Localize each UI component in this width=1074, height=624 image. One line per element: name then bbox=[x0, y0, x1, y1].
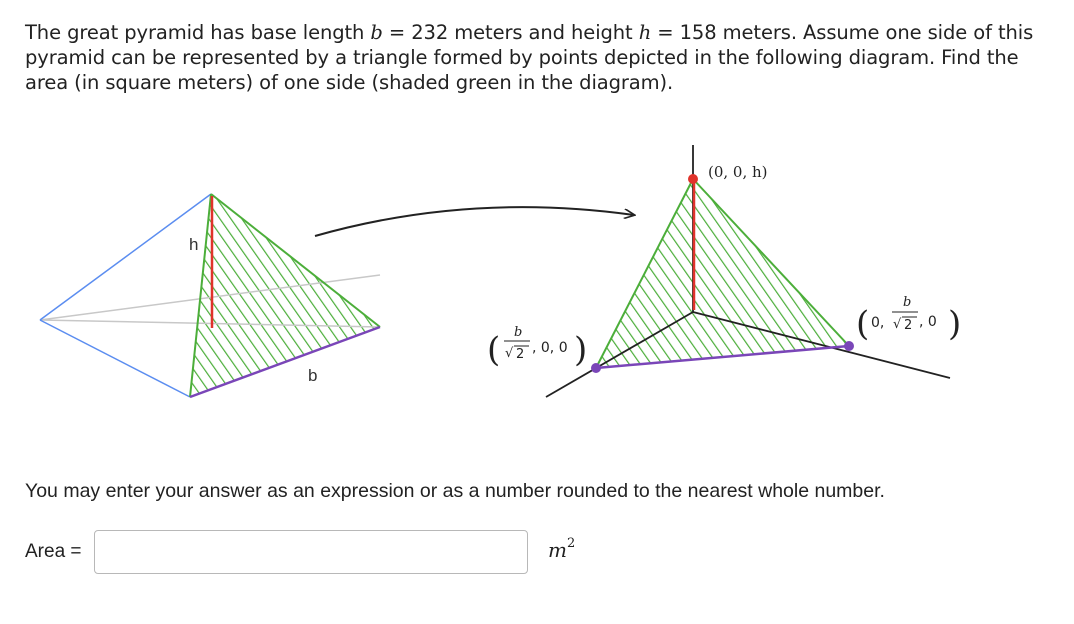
apex-label: (0, 0, h) bbox=[708, 163, 768, 181]
unit-base: m bbox=[548, 538, 567, 562]
right-pyramid bbox=[487, 145, 961, 397]
area-label: Area = bbox=[25, 541, 82, 562]
left-frac-den: 2 bbox=[516, 347, 525, 362]
area-answer-input[interactable] bbox=[94, 530, 528, 574]
apex-point bbox=[688, 174, 698, 184]
right-face-shading bbox=[596, 179, 849, 368]
left-edge-lower-blue bbox=[40, 320, 190, 397]
unit-exponent: 2 bbox=[566, 536, 576, 552]
left-frac-num: b bbox=[514, 325, 523, 340]
problem-text-2: = 232 meters and height bbox=[382, 21, 639, 44]
right-base-point bbox=[844, 341, 854, 351]
arrow-icon bbox=[315, 207, 634, 236]
right-paren-close: ) bbox=[948, 304, 962, 344]
left-pyramid bbox=[40, 194, 380, 397]
right-point-label bbox=[856, 295, 961, 344]
left-point-label bbox=[487, 325, 587, 370]
unit-label bbox=[548, 538, 575, 562]
left-base-point bbox=[591, 363, 601, 373]
left-face-shading bbox=[190, 194, 380, 397]
right-paren-open: ( bbox=[856, 304, 870, 344]
left-paren-open: ( bbox=[487, 330, 501, 370]
problem-text-1: The great pyramid has base length bbox=[25, 21, 371, 44]
right-frac-den: 2 bbox=[904, 318, 913, 333]
left-paren-close: ) bbox=[574, 330, 588, 370]
left-h-label: h bbox=[189, 235, 199, 254]
right-sqrt-sign: √ bbox=[893, 317, 902, 332]
problem-text-3: = 158 meters. Assume one side of this pyramid can be represented by a triangle formed by points depicted in the following diagram. Find the area (in square meters) of one side (shaded green in the diagram). bbox=[25, 21, 1034, 94]
var-h: h bbox=[638, 21, 652, 44]
right-coords-rest: , 0 bbox=[919, 314, 937, 330]
left-coords-rest: , 0, 0 bbox=[532, 340, 568, 356]
right-frac-num: b bbox=[903, 295, 912, 310]
var-b: b bbox=[370, 21, 383, 44]
left-sqrt-sign: √ bbox=[505, 346, 514, 361]
instructions-text: You may enter your answer as an expression or as a number rounded to the nearest whole number. bbox=[25, 480, 885, 502]
left-b-label: b bbox=[308, 366, 318, 385]
right-coords-first: 0, bbox=[871, 315, 885, 331]
